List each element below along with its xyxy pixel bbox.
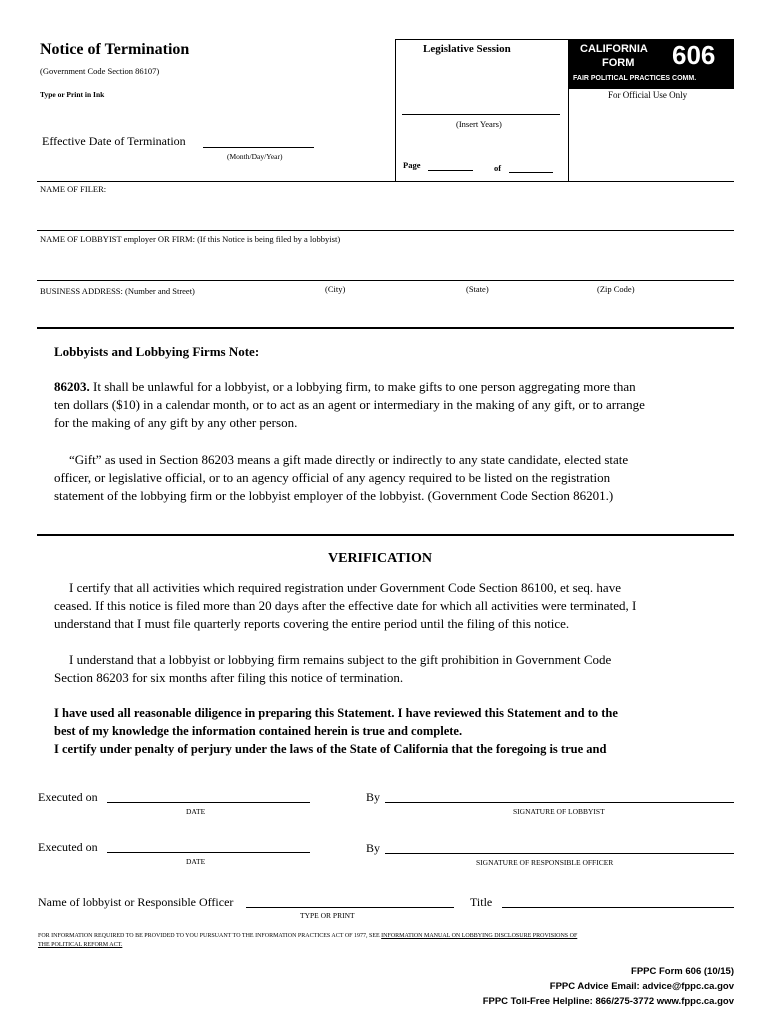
lobbyist-signature-field[interactable] bbox=[385, 802, 734, 803]
insert-years-hint: (Insert Years) bbox=[456, 119, 502, 129]
helpline[interactable]: FPPC Toll-Free Helpline: 866/275-3772 www.fppc.ca.gov bbox=[482, 996, 734, 1007]
responsible-officer-name-label: Name of lobbyist or Responsible Officer bbox=[38, 895, 234, 909]
executed-date-field-1[interactable] bbox=[107, 802, 310, 803]
effective-date-hint: (Month/Day/Year) bbox=[227, 152, 283, 161]
by-label-2: By bbox=[366, 841, 381, 855]
title-label: Title bbox=[470, 895, 493, 909]
privacy-reform-link[interactable]: THE POLITICAL REFORM ACT. bbox=[38, 942, 123, 948]
verify-p1-line-1: I certify that all activities which required registration under Government Code Section 86100, et seq. have bbox=[69, 580, 621, 595]
privacy-notice bbox=[38, 932, 738, 950]
gift-paragraph bbox=[54, 451, 734, 505]
verify-p2-line-2: Section 86203 for six months after filing this notice of termination. bbox=[54, 670, 404, 685]
note-line-3: for the making of any gift by any other person. bbox=[54, 415, 298, 430]
header-divider bbox=[37, 181, 734, 182]
signature-officer-hint: SIGNATURE OF RESPONSIBLE OFFICER bbox=[476, 858, 614, 867]
section-number: 86203. bbox=[54, 379, 90, 394]
officer-signature-field[interactable] bbox=[385, 853, 734, 854]
employer-label: NAME OF LOBBYIST employer OR FIRM: (If this Notice is being filed by a lobbyist) bbox=[40, 234, 341, 244]
form-title: Notice of Termination bbox=[40, 41, 190, 58]
executed-on-label-1: Executed on bbox=[38, 790, 98, 804]
by-label-1: By bbox=[366, 790, 381, 804]
page-number-field[interactable] bbox=[428, 170, 473, 171]
certification-statement bbox=[54, 704, 744, 758]
cert-line-2: best of my knowledge the information contained herein is true and complete. bbox=[54, 724, 463, 738]
privacy-manual-link[interactable]: INFORMATION MANUAL ON LOBBYING DISCLOSURE PROVISIONS OF bbox=[381, 933, 578, 939]
verification-heading: VERIFICATION bbox=[328, 551, 432, 566]
city-label: (City) bbox=[325, 284, 346, 294]
verify-p2-line-1: I understand that a lobbyist or lobbying firm remains subject to the gift prohibition in Government Code bbox=[69, 652, 612, 667]
filer-divider bbox=[37, 230, 734, 231]
address-field[interactable] bbox=[37, 298, 734, 326]
employer-field[interactable] bbox=[37, 245, 734, 279]
session-box-left-border bbox=[395, 39, 396, 181]
employer-divider bbox=[37, 280, 734, 281]
executed-date-field-2[interactable] bbox=[107, 852, 310, 853]
of-label: of bbox=[494, 163, 502, 173]
date-hint-2: DATE bbox=[186, 857, 206, 866]
zip-label: (Zip Code) bbox=[597, 284, 635, 294]
note-paragraph bbox=[54, 378, 734, 432]
name-of-filer-label: NAME OF FILER: bbox=[40, 184, 107, 194]
gift-line-2: officer, or legislative official, or to an agency official of any agency required to be listed on the registration bbox=[54, 470, 611, 485]
footer-contact bbox=[483, 964, 734, 1009]
official-use-label: For Official Use Only bbox=[608, 90, 688, 100]
verification-paragraph-1 bbox=[54, 579, 734, 633]
name-of-filer-field[interactable] bbox=[37, 195, 734, 229]
gift-line-3: statement of the lobbying firm or the lobbyist employer of the lobbyist. (Government Code Section 86201.) bbox=[54, 488, 614, 503]
type-or-print-hint: TYPE OR PRINT bbox=[300, 911, 355, 920]
cert-line-3: I certify under penalty of perjury under the laws of the State of California that the foregoing is true and bbox=[54, 742, 607, 756]
responsible-officer-name-field[interactable] bbox=[246, 907, 454, 908]
note-line-2: ten dollars ($10) in a calendar month, or to act as an agent or intermediary in the making of any gift, or to arrange bbox=[54, 397, 645, 412]
note-divider bbox=[37, 534, 734, 536]
form-number: 606 bbox=[672, 40, 716, 70]
form-id: FPPC Form 606 (10/15) bbox=[631, 966, 734, 977]
cert-line-1: I have used all reasonable diligence in preparing this Statement. I have reviewed this Statement and to the bbox=[54, 706, 618, 720]
note-heading: Lobbyists and Lobbying Firms Note: bbox=[54, 344, 260, 359]
address-divider bbox=[37, 327, 734, 329]
state-label: (State) bbox=[466, 284, 489, 294]
title-field[interactable] bbox=[502, 907, 734, 908]
brand-form: FORM bbox=[602, 57, 635, 69]
effective-date-label: Effective Date of Termination bbox=[42, 134, 186, 148]
privacy-text: FOR INFORMATION REQUIRED TO BE PROVIDED TO YOU PURSUANT TO THE INFORMATION PRACTICES ACT OF 1977, SEE bbox=[38, 933, 380, 939]
session-box-top-border bbox=[395, 39, 568, 40]
type-or-print-note: Type or Print in Ink bbox=[40, 90, 105, 99]
date-hint-1: DATE bbox=[186, 807, 206, 816]
executed-on-label-2: Executed on bbox=[38, 840, 98, 854]
session-years-field[interactable] bbox=[402, 114, 560, 115]
signature-lobbyist-hint: SIGNATURE OF LOBBYIST bbox=[513, 807, 605, 816]
verify-p1-line-2: ceased. If this notice is filed more than 20 days after the effective date for which all activities were terminated, I bbox=[54, 598, 637, 613]
legislative-session-label: Legislative Session bbox=[423, 43, 511, 55]
verify-p1-line-3: understand that I must file quarterly reports covering the entire period until the filing of this notice. bbox=[54, 616, 570, 631]
agency-name: FAIR POLITICAL PRACTICES COMM. bbox=[573, 75, 697, 82]
brand-california: CALIFORNIA bbox=[580, 43, 648, 55]
advice-email[interactable]: FPPC Advice Email: advice@fppc.ca.gov bbox=[549, 981, 734, 992]
note-line-1: It shall be unlawful for a lobbyist, or a lobbying firm, to make gifts to one person aggregating more than bbox=[93, 379, 636, 394]
gift-line-1: “Gift” as used in Section 86203 means a gift made directly or indirectly to any state candidate, elected state bbox=[69, 452, 629, 467]
page-total-field[interactable] bbox=[509, 172, 553, 173]
verification-paragraph-2 bbox=[54, 651, 734, 687]
address-label: BUSINESS ADDRESS: (Number and Street) bbox=[40, 286, 195, 296]
code-section: (Government Code Section 86107) bbox=[40, 66, 160, 76]
effective-date-field[interactable] bbox=[203, 147, 314, 148]
page-label: Page bbox=[403, 160, 421, 170]
